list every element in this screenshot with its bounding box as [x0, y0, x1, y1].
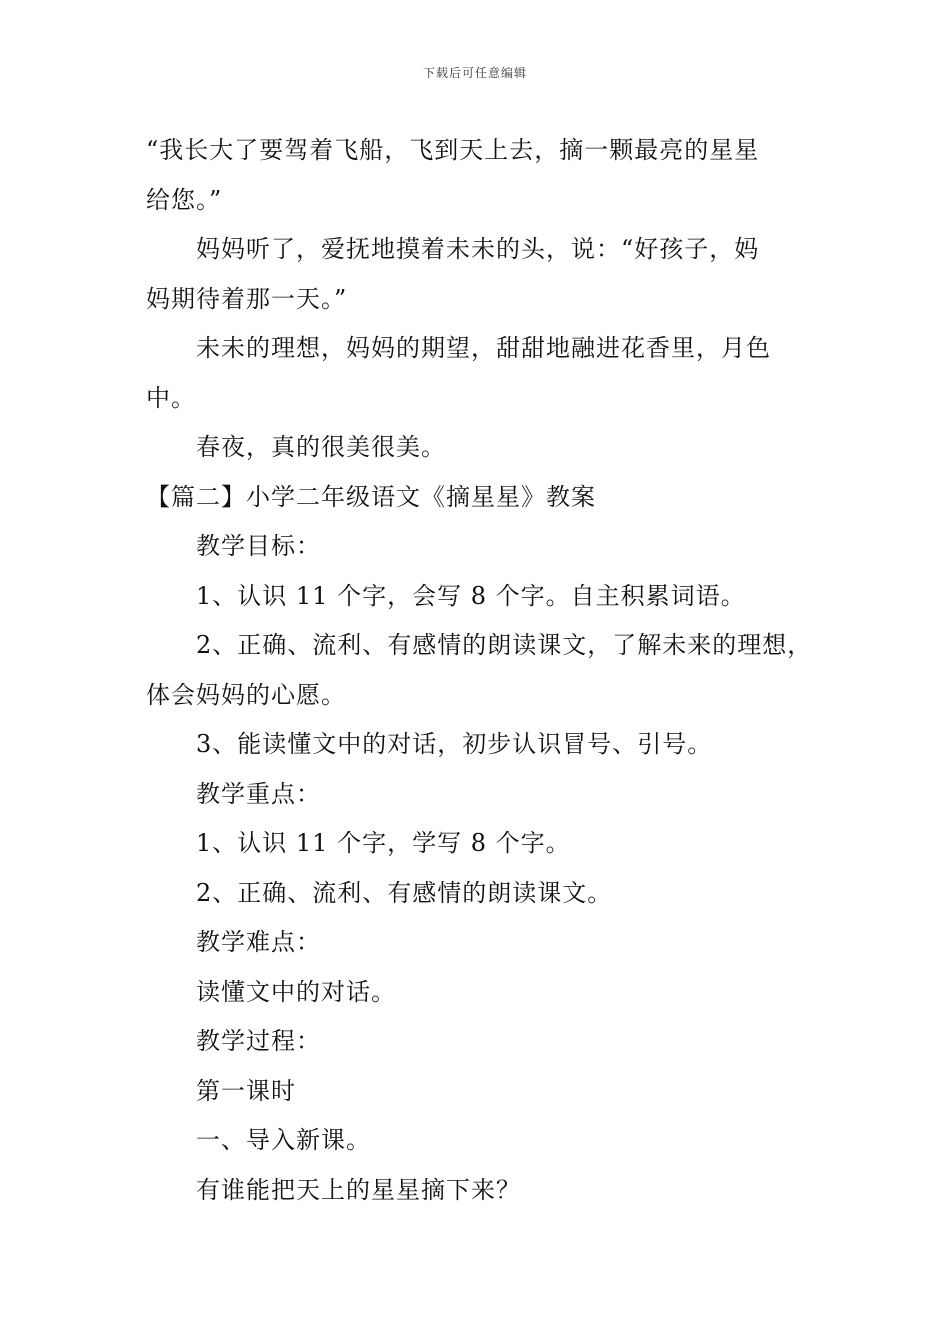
text-line: 妈期待着那一天。”	[146, 284, 348, 313]
text-line: 未未的理想，妈妈的期望，甜甜地融进花香里，月色	[196, 334, 771, 362]
page-header: 下载后可任意编辑	[422, 66, 527, 80]
text-line: 给您。”	[146, 185, 223, 214]
list-item: 1、认识 11 个字，学写 8 个字。	[196, 829, 571, 857]
subheading: 教学过程：	[196, 1027, 321, 1055]
subheading: 教学目标：	[196, 532, 321, 560]
text-line: 一、导入新课。	[196, 1126, 371, 1154]
section-heading: 【篇二】小学二年级语文《摘星星》教案	[146, 482, 596, 511]
text-line: 读懂文中的对话。	[196, 977, 396, 1006]
text-line: “我长大了要驾着飞船，飞到天上去，摘一颗最亮的星星	[146, 136, 760, 164]
list-item: 2、正确、流利、有感情的朗读课文。	[196, 878, 613, 907]
list-item: 1、认识 11 个字，会写 8 个字。自主积累词语。	[196, 581, 746, 610]
text-line: 第一课时	[196, 1076, 296, 1105]
subheading: 教学重点：	[196, 779, 321, 808]
list-item: 3、能读懂文中的对话，初步认识冒号、引号。	[196, 730, 713, 758]
list-item: 2、正确、流利、有感情的朗读课文，了解未来的理想，	[196, 631, 813, 659]
text-line: 有谁能把天上的星星摘下来？	[196, 1175, 521, 1204]
text-line: 妈妈听了，爱抚地摸着未未的头，说：“好孩子，妈	[196, 235, 760, 263]
document-body	[146, 126, 836, 1215]
text-line: 中。	[146, 383, 196, 412]
text-line: 春夜，真的很美很美。	[196, 433, 446, 461]
text-line: 体会妈妈的心愿。	[146, 680, 346, 709]
subheading: 教学难点：	[196, 928, 321, 956]
